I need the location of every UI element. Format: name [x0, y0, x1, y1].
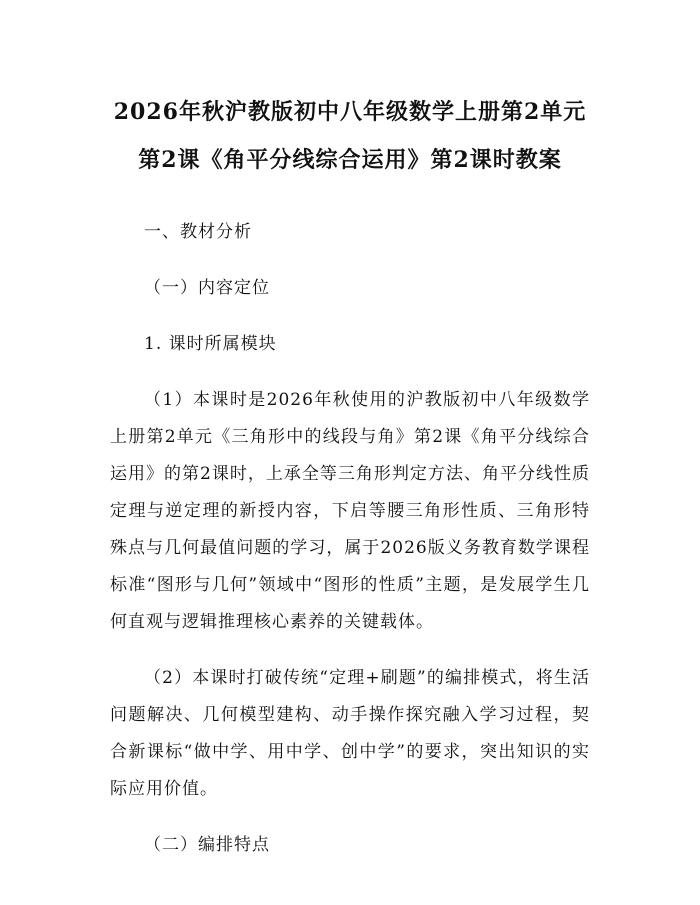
item-heading-module: 1. 课时所属模块: [144, 334, 277, 354]
paragraph-module-description-2: （2）本课时打破传统“定理+刷题”的编排模式，将生活问题解决、几何模型建构、动手操作探究融入学习过程，契合新课标“做中学、用中学、创中学”的要求，突出知识的实际应用价值。: [110, 668, 590, 799]
document-body: [110, 214, 590, 864]
document-title: 2026年秋沪教版初中八年级数学上册第2单元第2课《角平分线综合运用》第2课时教案: [113, 99, 587, 173]
paragraph-module-description-1: （1）本课时是2026年秋使用的沪教版初中八年级数学上册第2单元《三角形中的线段与角》第2课《角平分线综合运用》的第2课时，上承全等三角形判定方法、角平分线性质定理与逆定理的新授内容，下启等腰三角形性质、三角形特殊点与几何最值问题的学习，属于2026版义务教育数学课程标准“图形与几何”领域中“图形的性质”主题，是发展学生几何直观与逻辑推理核心素养的关键载体。: [110, 390, 590, 632]
subsection-heading-arrangement-features: （二）编排特点: [144, 835, 270, 855]
subsection-heading-content-positioning: （一）内容定位: [144, 278, 270, 298]
section-heading-textbook-analysis: 一、教材分析: [144, 222, 252, 242]
